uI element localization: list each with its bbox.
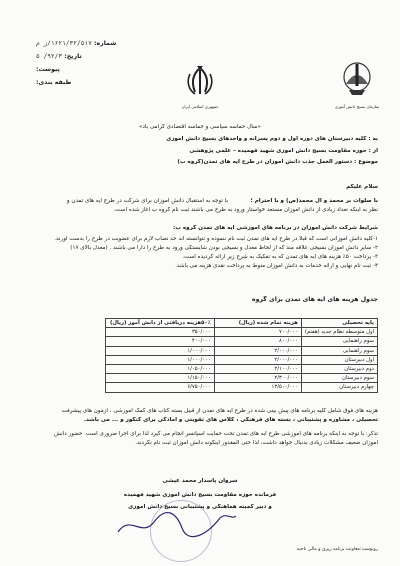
table-header-row [105,319,377,328]
letter-classification [36,79,71,86]
table-row [105,337,377,346]
signer-title-2: و دبیر کمیته هماهنگی و پشتیبانی بسیج دانش آموزی [128,504,272,510]
table-cell: ۱/۱۵۰/۰۰۰ [105,374,214,383]
table-row [105,346,377,355]
table-cell: ۱/۰۰۰/۰۰۰ [105,346,214,355]
center-emblem-caption: جمهوری اسلامی ایران [181,104,219,109]
table-row [105,328,377,337]
paragraph-1-line-2: نظر به اینکه تعداد زیادی از دانش آموزان مستعد خواستار ورود به طرح می باشند ثبت نام گروه ب آغاز شده است. [113,207,378,213]
signer-name: سروان پاسدار محمد عیشی [162,478,238,484]
date-label: تاریخ: [64,53,82,60]
condition-1: ۱-کلیه دانش آموزانی است که قبلا در طرح آیه های تمدن ثبت نام ننموده و نتوانسته اند حد نصاب لازم برای عضویت در طرح را بدست آورند. [54,236,378,242]
column-header-grade: پایه تحصیلی [301,319,377,328]
paragraph-1-line-1: با توجه به استقبال دانش آموزان برای شرکت در طرح آیه های تمدن و [66,198,228,204]
table-row [105,355,377,364]
table-cell: ۲/۰۰۰/۰۰۰ [214,346,301,355]
condition-3: ۳- پرداخت ۵۰٪ هزینه های آیه های تمدن که به تفکیک به شرح زیر ارائه گردیده است. [182,254,378,260]
table-cell: ۱/۰۵۰/۰۰۰ [105,364,214,373]
table-title: جدول هزینه های آیه های تمدن برای گروه [251,296,378,303]
year-motto: «سال حماسه سیاسی و حماسه اقتصادی گرامی باد» [138,124,262,130]
subject-line: موضوع : دستور العمل جذب دانش آموزان در طرح آیه های تمدن(گروه ب) [177,159,378,165]
condition-2: ۲- سایر دانش آموزان بسیجی علاقه مند که از لحاظ معدل و بسیجی بودن شایستگی ورود به طرح را دارا می باشند . (معدل بالای ۱۷) [70,245,378,251]
recipient-line: به : کلیه دبیرستان های دوره اول و دوم پسرانه و واحدهای بسیج دانش آموزی [166,136,378,142]
table-cell: ۴۰۰/۰۰۰ [105,337,214,346]
carbon-copy-footer: رونوشت:معاونت برنامه ریزی و مالی ناحیه [296,547,378,552]
conditions-title: شرایط شرکت دانش آموزان در برنامه های آموزشی آیه های تمدن گروه ب: [173,225,378,231]
table-cell: سوم دبیرستان [301,374,377,383]
signer-title-1: فرمانده حوزه مقاومت بسیج دانش آموزی شهید فهمیده [123,492,277,498]
table-cell: اول دبیرستان [301,355,377,364]
letter-number [36,40,116,47]
basij-emblem-icon [340,60,374,104]
number-value: ۱۶۲۱/۳۲/۵۱۷/ز م [36,40,92,47]
signature-icon [110,508,240,542]
table-row [105,383,377,392]
table-cell: ۱/۰۰۰/۰۰۰ [105,355,214,364]
table-cell: ۳۵۰/۰۰۰ [105,328,214,337]
table-cell: ۲/۱۰۰/۰۰۰ [214,364,301,373]
sender-line: از : حوزه مقاومت بسیج دانش آموزی شهید فهمیده – علمی پژوهشی [189,148,378,154]
table-cell: دوم دبیرستان [301,364,377,373]
table-cell: ۷۰۰/۰۰۰ [214,328,301,337]
table-cell: ۲/۰۰۰/۰۰۰ [214,355,301,364]
attachment-label: پیوست: [36,66,60,73]
letter-attachment [36,66,60,73]
greeting: سلام علیکم [346,184,378,190]
table-row [105,374,377,383]
letter-date [36,53,82,60]
table-cell: ۱۳/۵۰۰/۰۰۰ [214,383,301,392]
classification-label: طبقه بندی: [36,79,72,86]
salutation: با صلوات بر محمد و آل محمد(ص) و با احترام ؛ [250,198,378,204]
condition-4: ۴- ثبت نام نهایی و ارائه خدمات به دانش آموزان منوط به پرداخت نقدی هزینه می باشد. [175,263,378,269]
number-label: شماره: [94,40,117,47]
table-cell: چهارم دبیرستان [301,383,377,392]
warning-note-line-2: آموزان ضعیف مشکلات زیادی بدنبال خواهد داشت، لذا حتی المقدور اینگونه دانش آموزان ثبت نام نگردند. [135,440,378,446]
cost-note-line-2: تحصیلی ، مشاوره و پشتیبانی ، بسته های فرهنگی ، کلاس های تقویتی و آمادگی برای کنکور و ... می باشد. [83,417,378,423]
table-cell: ۸۰۰/۰۰۰ [214,337,301,346]
warning-note-line-1: تذکر: با توجه به اینکه برنامه های آموزشی طرح آیه های تمدن تحت حمایت اسپانسر انجام می گیرد لذا برای اجرا ضروری است. حضور دانش [54,431,378,437]
column-header-total-cost: هزینه تمام شده (ریال) [214,319,301,328]
table-cell: سوم راهنمایی [301,337,377,346]
fee-table [105,318,378,393]
cost-note-line-1: هزینه های فوق شامل کلیه برنامه های پیش بینی شده در طرح آیه های تمدن از قبیل بسته کتاب های کمک آموزشی ، آزمون های پیشرفت [61,408,378,414]
table-cell: سوم راهنمایی [301,346,377,355]
table-cell: ۶/۷۵۰/۰۰۰ [105,383,214,392]
table-cell: ۲/۳۰۰/۰۰۰ [214,374,301,383]
right-emblem-caption: سازمان بسیج دانش آموزی [334,104,380,109]
iran-emblem-icon [183,64,217,102]
table-row [105,364,377,373]
date-value: ۹۲/۳/ ۵ [36,53,63,60]
table-cell: اول متوسطه نظام جدید (هفتم) [301,328,377,337]
column-header-student-share: ۵۰٪هزینه دریافتی از دانش آموز (ریال) [105,319,214,328]
